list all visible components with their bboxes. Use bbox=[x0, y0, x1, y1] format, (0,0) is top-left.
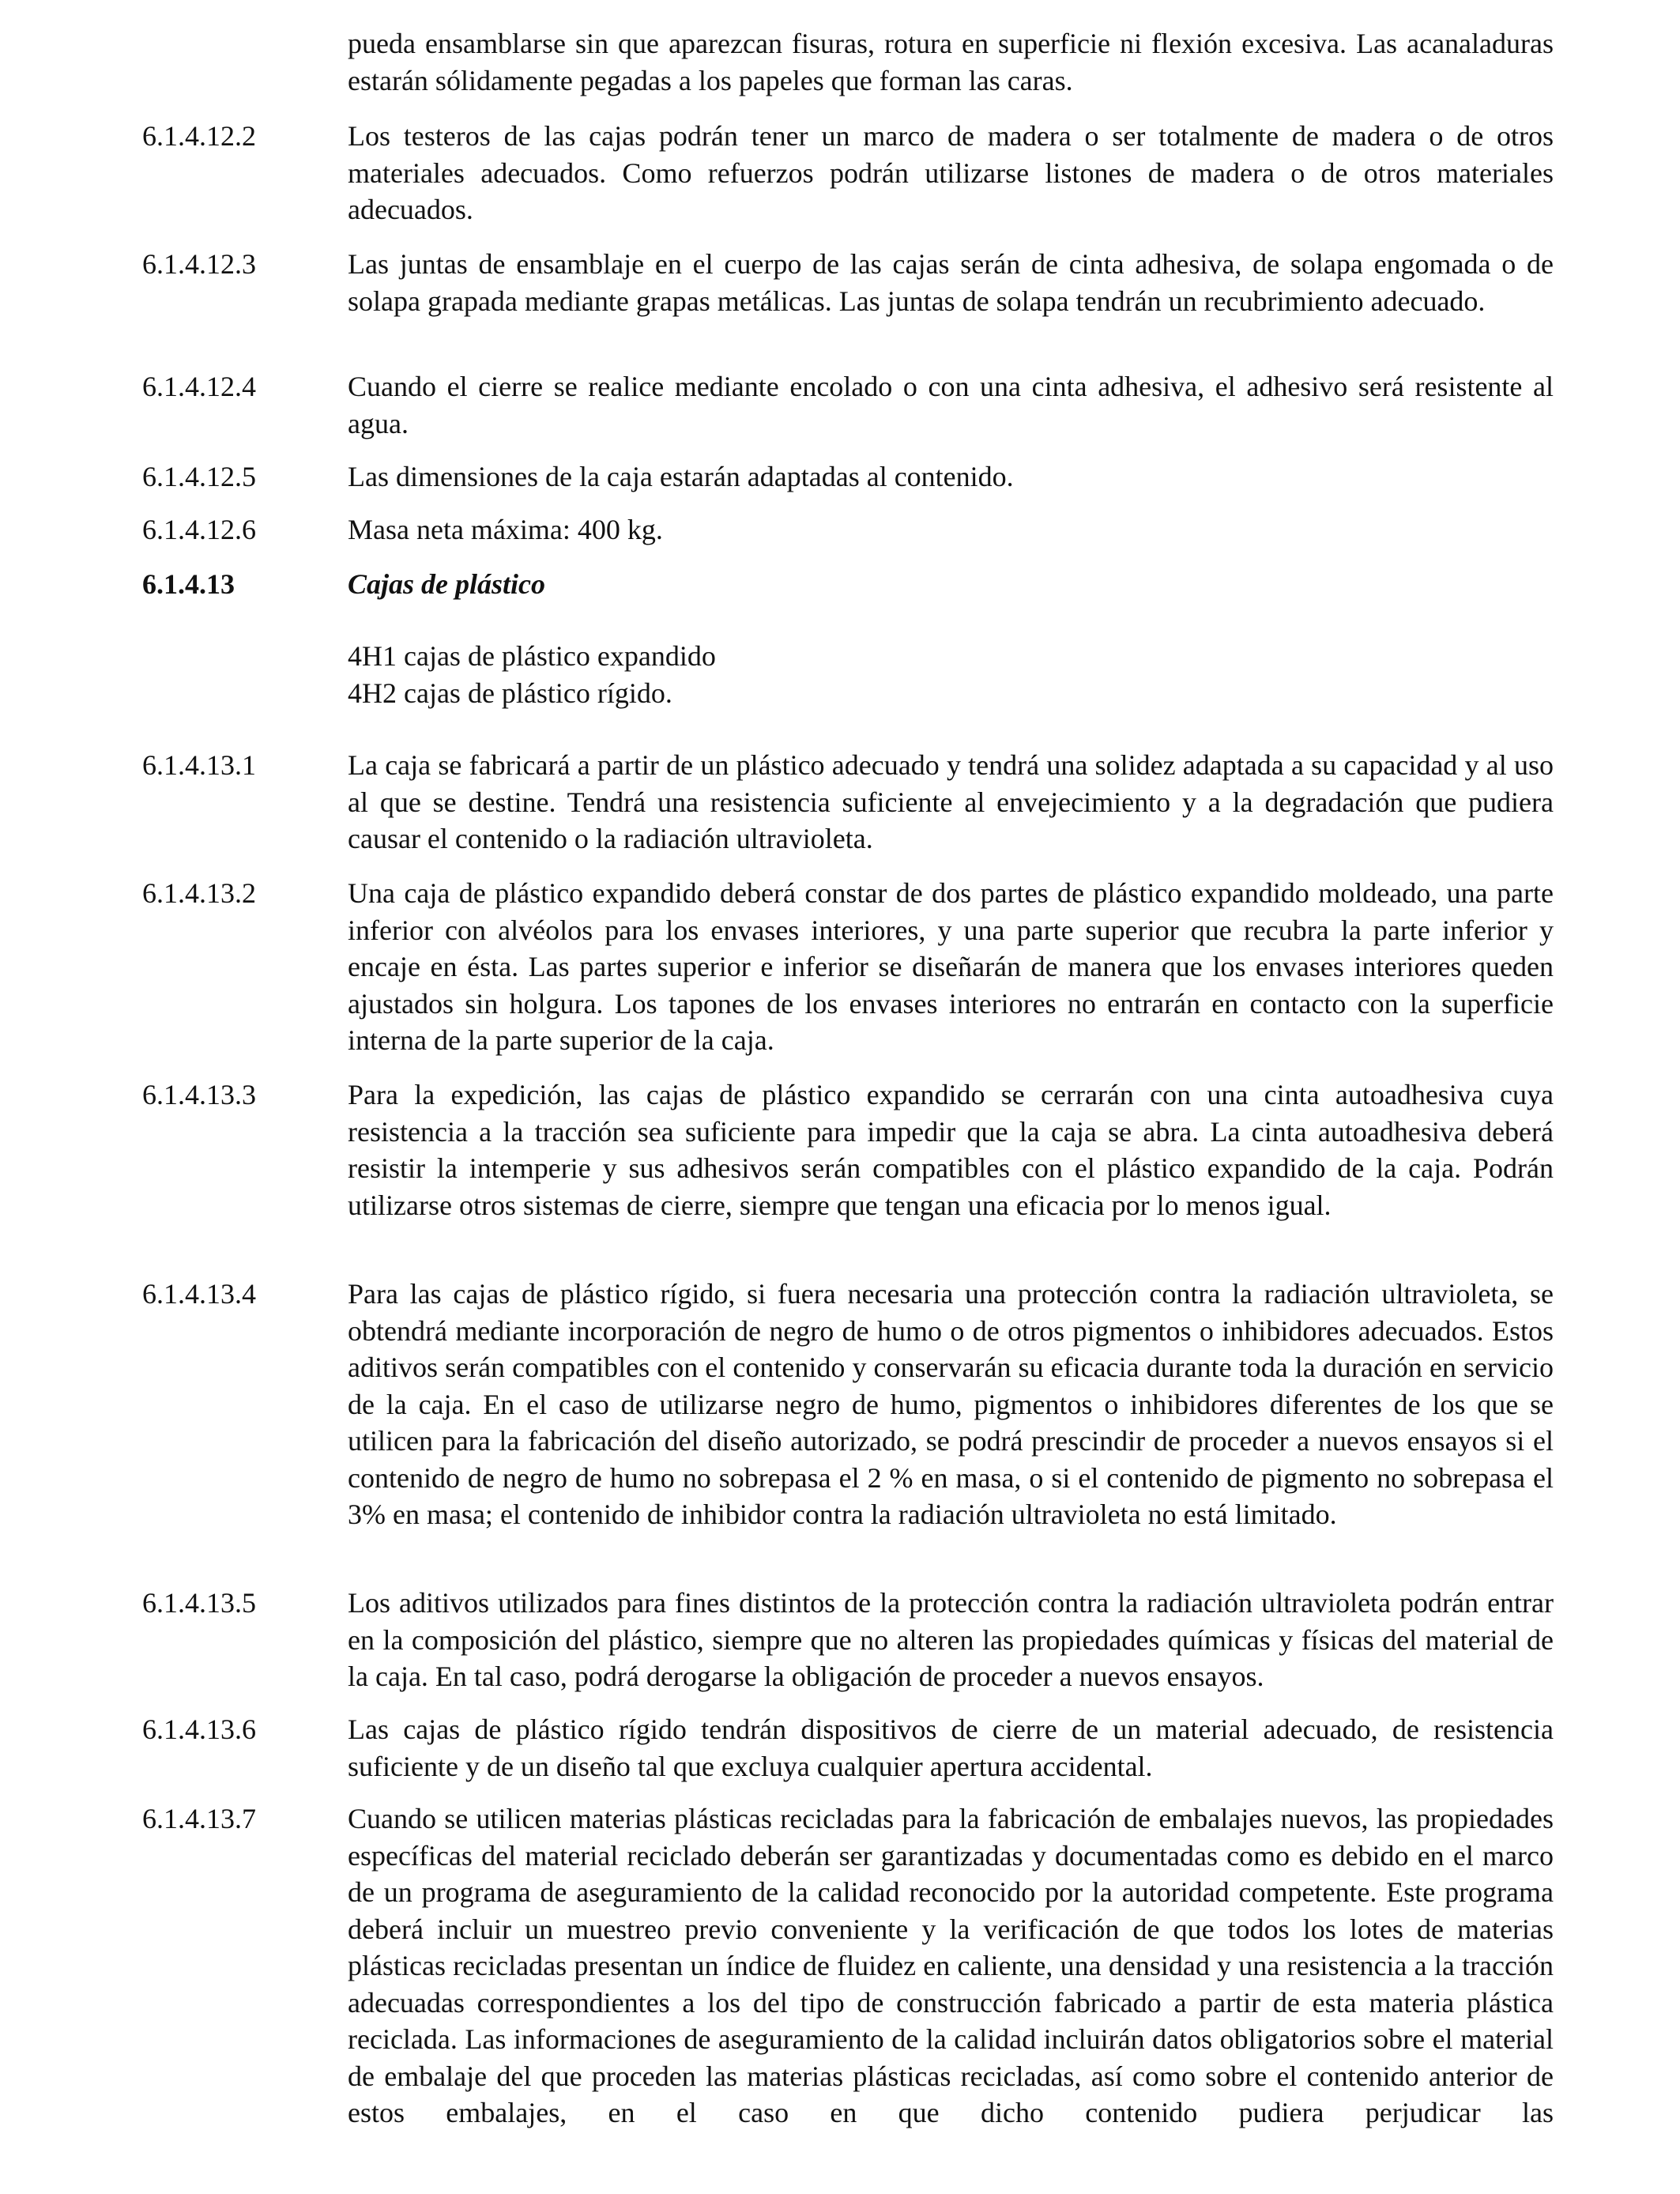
subsection-number: 6.1.4.13.7 bbox=[142, 1803, 256, 1834]
subsection-text: Para la expedición, las cajas de plástico expandido se cerrarán con una cinta autoadhesiva cuya resistencia a la tracción sea suficiente para impedir que la caja se abra. La cinta autoadhesiva deberá resistir la intemperie y sus adhesivos serán compatibles con el plástico expandido de la caja. Podrán utilizarse otros sistemas de cierre, siempre que tengan una eficacia por lo menos igual. bbox=[348, 1079, 1554, 1221]
subsection-text: La caja se fabricará a partir de un plástico adecuado y tendrá una solidez adaptada a su capacidad y al uso al que se destine. Tendrá una resistencia suficiente al envejecimiento y a la degradación que pudiera causar el contenido o la radiación ultravioleta. bbox=[348, 749, 1554, 854]
subsection-text: Las cajas de plástico rígido tendrán dispositivos de cierre de un material adecuado, de resistencia suficiente y de un diseño tal que excluya cualquier apertura accidental. bbox=[348, 1713, 1554, 1782]
subsection-text: Para las cajas de plástico rígido, si fuera necesaria una protección contra la radiación ultravioleta, se obtendrá mediante incorporación de negro de humo o de otros pigmentos o inhibidores adecuados. Estos aditivos serán compatibles con el contenido y conservarán su eficacia durante toda la duración en servicio de la caja. En el caso de utilizarse negro de humo, pigmentos o inhibidores diferentes de los que se utilicen para la fabricación del diseño autorizado, se podrá prescindir de proceder a nuevos ensayos si el contenido de negro de humo no sobrepasa el 2 % en masa, o si el contenido de pigmento no sobrepasa el 3% en masa; el contenido de inhibidor contra la radiación ultravioleta no está limitado. bbox=[348, 1278, 1554, 1530]
section-text: Cuando el cierre se realice mediante encolado o con una cinta adhesiva, el adhesivo será resistente al agua. bbox=[348, 371, 1554, 439]
heading-title: Cajas de plástico bbox=[348, 568, 545, 600]
subsection-number: 6.1.4.13.3 bbox=[142, 1079, 256, 1110]
subsection-number: 6.1.4.13.1 bbox=[142, 749, 256, 781]
section-text: Las juntas de ensamblaje en el cuerpo de las cajas serán de cinta adhesiva, de solapa engomada o de solapa grapada mediante grapas metálicas. Las juntas de solapa tendrán un recubrimiento adecuado. bbox=[348, 248, 1554, 317]
section-number: 6.1.4.12.4 bbox=[142, 371, 256, 402]
section-text: Masa neta máxima: 400 kg. bbox=[348, 514, 663, 545]
code-list bbox=[348, 638, 1554, 711]
section-text: Las dimensiones de la caja estarán adaptadas al contenido. bbox=[348, 461, 1014, 492]
section-number: 6.1.4.12.3 bbox=[142, 248, 256, 280]
subsection-number: 6.1.4.13.4 bbox=[142, 1278, 256, 1310]
section-number: 6.1.4.12.2 bbox=[142, 120, 256, 152]
subsection-number: 6.1.4.13.5 bbox=[142, 1587, 256, 1619]
section-number: 6.1.4.12.5 bbox=[142, 461, 256, 492]
subsection-text: Una caja de plástico expandido deberá constar de dos partes de plástico expandido moldeado, una parte inferior con alvéolos para los envases interiores, y una parte superior que recubra la parte inferior y encaje en ésta. Las partes superior e inferior se diseñarán de manera que los envases interiores queden ajustados sin holgura. Los tapones de los envases interiores no entrarán en contacto con la superficie interna de la parte superior de la caja. bbox=[348, 877, 1554, 1056]
subsection-text: Los aditivos utilizados para fines distintos de la protección contra la radiación ultravioleta podrán entrar en la composición del plástico, siempre que no alteren las propiedades químicas y físicas del material de la caja. En tal caso, podrá derogarse la obligación de proceder a nuevos ensayos. bbox=[348, 1587, 1554, 1692]
code-item: 4H1 cajas de plástico expandido bbox=[348, 640, 716, 672]
heading-number: 6.1.4.13 bbox=[142, 568, 235, 600]
section-number: 6.1.4.12.6 bbox=[142, 514, 256, 545]
code-item: 4H2 cajas de plástico rígido. bbox=[348, 677, 672, 709]
subsection-number: 6.1.4.13.2 bbox=[142, 877, 256, 909]
section-text: Los testeros de las cajas podrán tener un marco de madera o ser totalmente de madera o de otros materiales adecuados. Como refuerzos podrán utilizarse listones de madera o de otros materiales adecuados. bbox=[348, 120, 1554, 225]
continuation-paragraph: pueda ensamblarse sin que aparezcan fisuras, rotura en superficie ni flexión excesiva. Las acanaladuras estarán sólidamente pegadas a los papeles que forman las caras. bbox=[348, 28, 1554, 96]
subsection-text: Cuando se utilicen materias plásticas recicladas para la fabricación de embalajes nuevos, las propiedades específicas del material reciclado deberán ser garantizadas y documentadas como es debido en el marco de un programa de aseguramiento de la calidad reconocido por la autoridad competente. Este programa deberá incluir un muestreo previo conveniente y la verificación de que todos los lotes de materias plásticas recicladas presentan un índice de fluidez en caliente, una densidad y una resistencia a la tracción adecuadas correspondientes a los del tipo de construcción fabricado a partir de esta materia plástica reciclada. Las informaciones de aseguramiento de la calidad incluirán datos obligatorios sobre el material de embalaje del que proceden las materias plásticas recicladas, así como sobre el contenido anterior de estos embalajes, en el caso en que dicho contenido pudiera perjudicar las bbox=[348, 1803, 1554, 2128]
subsection-number: 6.1.4.13.6 bbox=[142, 1713, 256, 1745]
